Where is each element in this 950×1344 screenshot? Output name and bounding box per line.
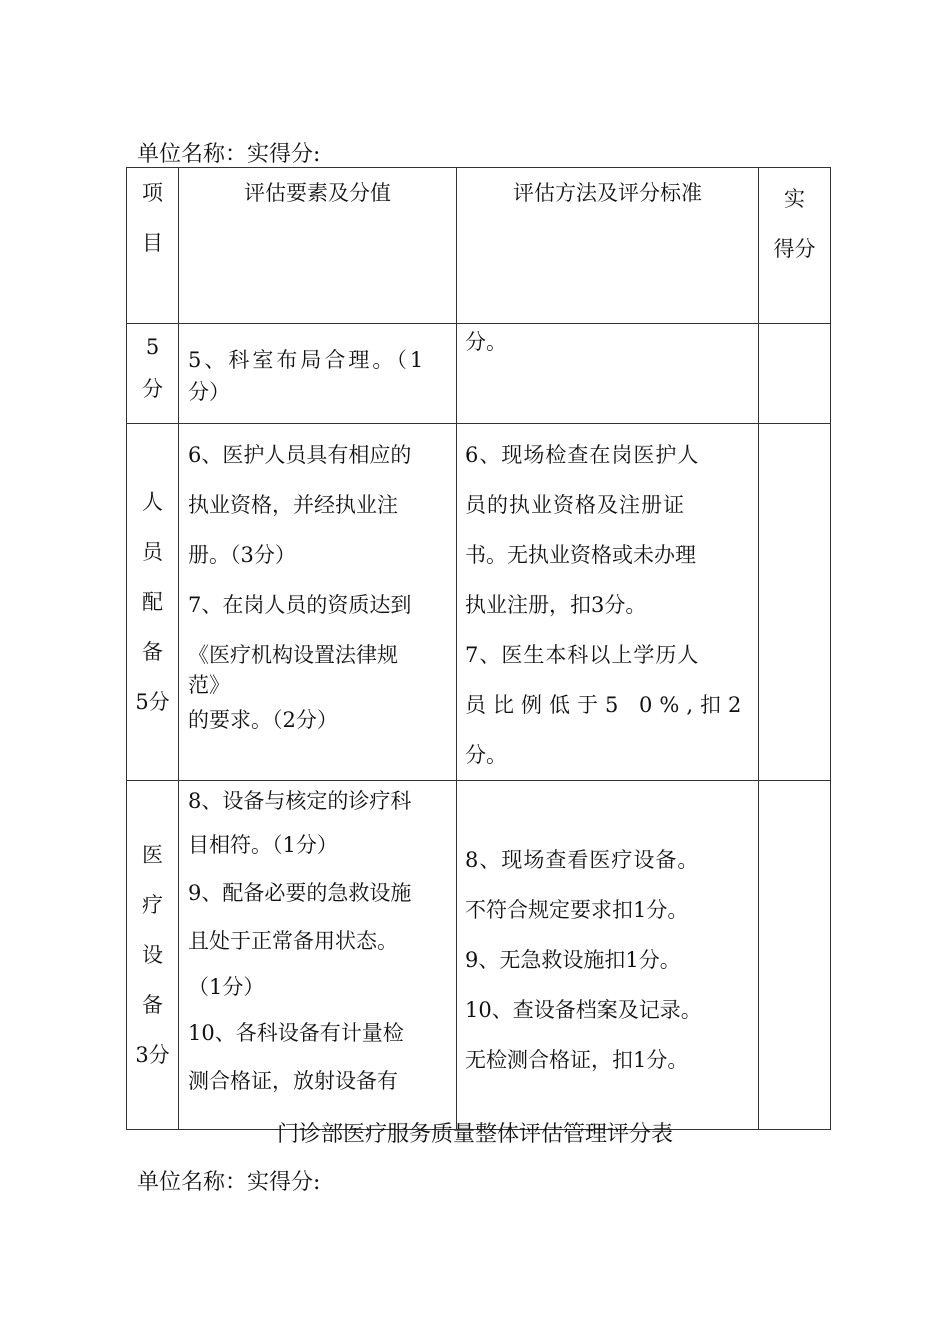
header-elements: 评估要素及分值	[179, 168, 457, 324]
row-item: 人 员 配 备 5分	[127, 424, 179, 781]
text-line: 《医疗机构设置法律规	[188, 643, 398, 667]
text-line: 范》	[188, 673, 230, 697]
row-score	[759, 781, 831, 1130]
score-table	[126, 167, 831, 1130]
text-line: 不符合规定要求扣1分。	[465, 898, 689, 922]
text-line: 8、现场查看医疗设备。	[465, 848, 700, 872]
row-elements	[179, 781, 457, 1130]
text-line: 分。	[465, 743, 507, 767]
text-line: 分）	[188, 380, 230, 404]
text-line: 7、医生本科以上学历人	[465, 643, 700, 667]
unit-name-line: 单位名称：实得分:	[137, 1170, 321, 1195]
text-line: 无检测合格证，扣1分。	[465, 1048, 689, 1072]
header-score: 实 得分	[759, 168, 831, 324]
text-line: 7、在岗人员的资质达到	[188, 593, 412, 617]
header-item: 项 目	[127, 168, 179, 324]
text-line: 执业资格，并经执业注	[188, 493, 398, 517]
document-title: 门诊部医疗服务质量整体评估管理评分表	[276, 1122, 673, 1147]
text-line: 员比例低于5 0%,扣2	[465, 693, 749, 717]
row-item: 医 疗 设 备 3分	[127, 781, 179, 1130]
text-line: 册。（3分）	[188, 543, 296, 567]
text-line: 执业注册，扣3分。	[465, 593, 647, 617]
row-elements	[179, 324, 457, 424]
table-row	[127, 781, 831, 1130]
text-line: 5、科室布局合理。（1	[188, 348, 427, 372]
table-header-row	[127, 168, 831, 324]
row-score	[759, 424, 831, 781]
text-line: 6、现场检查在岗医护人	[465, 443, 700, 467]
row-method	[457, 324, 759, 424]
text-line: 8、设备与核定的诊疗科	[188, 789, 412, 813]
text-line: 10、各科设备有计量检	[188, 1021, 404, 1045]
row-score	[759, 324, 831, 424]
row-method	[457, 424, 759, 781]
text-line: 目相符。（1分）	[188, 833, 338, 857]
text-line: 10、查设备档案及记录。	[465, 998, 702, 1022]
row-elements	[179, 424, 457, 781]
table-row	[127, 324, 831, 424]
text-line: 分。	[465, 330, 507, 354]
text-line: 员的执业资格及注册证	[465, 493, 685, 517]
text-line: 6、医护人员具有相应的	[188, 443, 412, 467]
text-line: （1分）	[188, 975, 265, 999]
text-line: 9、无急救设施扣1分。	[465, 948, 681, 972]
header-method: 评估方法及评分标准	[457, 168, 759, 324]
unit-name-line: 单位名称：实得分:	[137, 142, 321, 167]
text-line: 的要求。（2分）	[188, 708, 338, 732]
row-item: 5 分	[127, 324, 179, 424]
text-line: 且处于正常备用状态。	[188, 929, 398, 953]
text-line: 测合格证，放射设备有	[188, 1069, 398, 1093]
row-method	[457, 781, 759, 1130]
text-line: 书。无执业资格或未办理	[465, 543, 696, 567]
text-line: 9、配备必要的急救设施	[188, 881, 412, 905]
table-row	[127, 424, 831, 781]
